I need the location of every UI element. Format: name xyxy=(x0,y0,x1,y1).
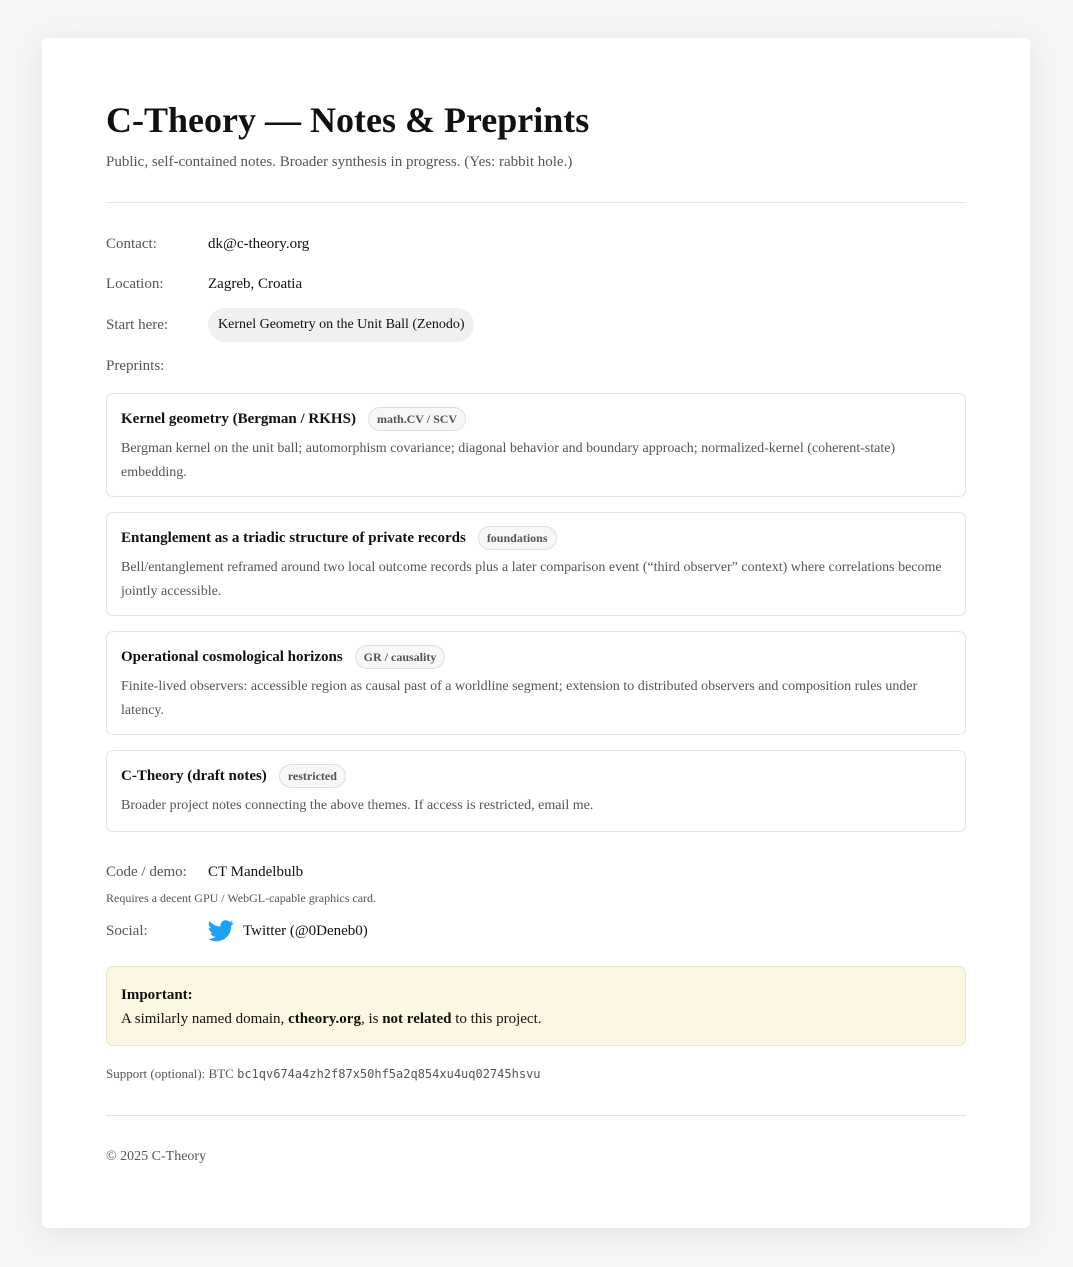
page-subtitle: Public, self-contained notes. Broader synthesis in progress. (Yes: rabbit hole.) xyxy=(106,154,573,170)
preprint-description: Finite-lived observers: accessible region as causal past of a worldline segment; extension to distributed observers and composition rules under latency. xyxy=(121,679,918,718)
preprint-tag: foundations xyxy=(478,526,557,550)
preprint-title[interactable]: C-Theory (draft notes) xyxy=(121,768,267,784)
code-demo-label: Code / demo: xyxy=(106,864,187,880)
main-card xyxy=(42,38,1030,1228)
start-here-label: Start here: xyxy=(106,317,169,333)
contact-email-link[interactable]: dk@c-theory.org xyxy=(208,236,310,252)
preprint-description: Bell/entanglement reframed around two local outcome records plus a later comparison event (“third observer” context) where correlations become jointly accessible. xyxy=(121,560,942,599)
preprint-description: Broader project notes connecting the above themes. If access is restricted, email me. xyxy=(121,798,594,813)
footer-copyright: © 2025 C-Theory xyxy=(106,1149,207,1164)
support-line xyxy=(106,1065,966,1083)
warning-box xyxy=(106,966,966,1046)
contact-label: Contact: xyxy=(106,236,157,252)
preprint-card[interactable] xyxy=(106,512,966,616)
page-title: C-Theory — Notes & Preprints xyxy=(106,100,590,140)
preprint-title[interactable]: Operational cosmological horizons xyxy=(121,649,343,665)
header-divider xyxy=(106,202,966,203)
warning-text-part: , is xyxy=(360,1011,383,1027)
twitter-link[interactable]: Twitter (@0Deneb0) xyxy=(243,923,368,939)
mandelbulb-link[interactable]: CT Mandelbulb xyxy=(208,864,304,880)
btc-address[interactable]: bc1qv674a4zh2f87x50hf5a2q854xu4uq02745hsvu xyxy=(237,1067,541,1081)
preprint-tag: restricted xyxy=(279,764,346,788)
preprint-tag: math.CV / SCV xyxy=(368,407,466,431)
twitter-bird-icon[interactable] xyxy=(208,920,234,942)
preprints-label: Preprints: xyxy=(106,358,165,374)
preprint-list xyxy=(106,393,966,832)
location-value: Zagreb, Croatia xyxy=(208,276,303,292)
preprint-card[interactable] xyxy=(106,631,966,735)
warning-domain: ctheory.org xyxy=(288,1011,361,1027)
footer-divider xyxy=(106,1115,966,1116)
social-row xyxy=(106,920,966,942)
warning-text xyxy=(121,1007,951,1031)
preprint-card[interactable] xyxy=(106,750,966,832)
start-here-row xyxy=(106,308,966,342)
preprint-description: Bergman kernel on the unit ball; automorphism covariance; diagonal behavior and boundary approach; normalized-kernel (coherent-state) embedding. xyxy=(121,441,896,480)
preprint-title[interactable]: Kernel geometry (Bergman / RKHS) xyxy=(121,411,356,427)
code-demo-row xyxy=(106,862,966,882)
preprint-card[interactable] xyxy=(106,393,966,497)
preprint-title[interactable]: Entanglement as a triadic structure of private records xyxy=(121,530,466,546)
warning-text-part: to this project. xyxy=(451,1011,542,1027)
warning-text-part: A similarly named domain, xyxy=(121,1011,289,1027)
location-row xyxy=(106,274,966,294)
contact-row xyxy=(106,234,966,254)
social-label: Social: xyxy=(106,923,148,939)
warning-emphasis: not related xyxy=(382,1011,452,1027)
preprint-tag: GR / causality xyxy=(355,645,446,669)
gpu-note: Requires a decent GPU / WebGL-capable graphics card. xyxy=(106,891,377,905)
location-label: Location: xyxy=(106,276,164,292)
warning-heading: Important: xyxy=(121,987,193,1003)
start-here-link[interactable]: Kernel Geometry on the Unit Ball (Zenodo) xyxy=(208,308,474,342)
support-label: Support (optional): BTC xyxy=(106,1066,238,1081)
